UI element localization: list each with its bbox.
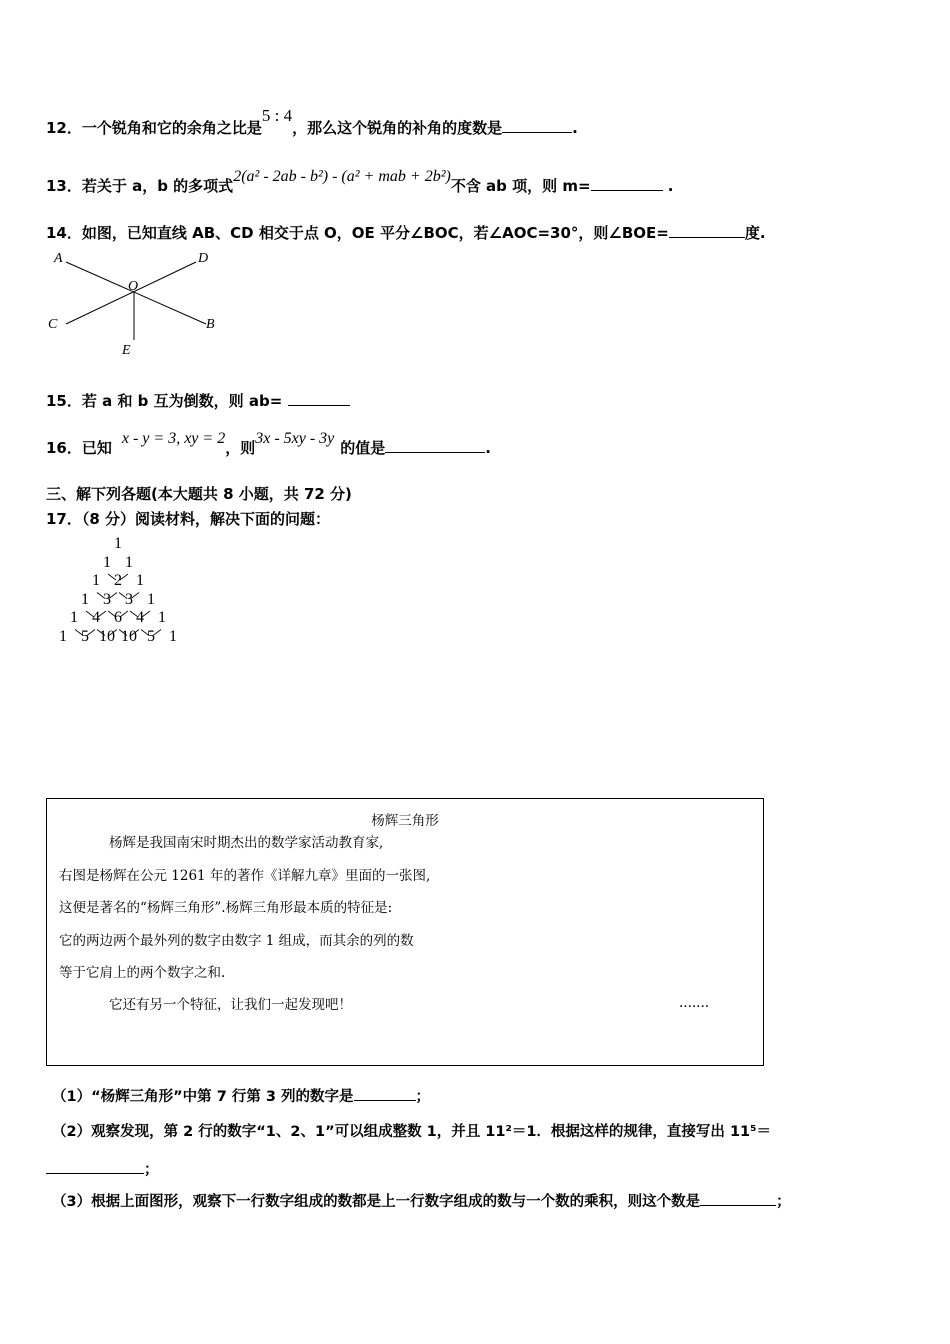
- q15-text: 15．若 a 和 b 互为倒数，则 ab=: [46, 392, 283, 410]
- triangle-number: 5: [81, 627, 89, 645]
- triangle-number: 1: [158, 609, 166, 626]
- triangle-number: 4: [92, 609, 100, 626]
- triangle-number: 1: [136, 572, 144, 589]
- sub2-answer-blank[interactable]: [46, 1159, 144, 1174]
- triangle-number: 10: [99, 627, 115, 645]
- q16-condition: x - y = 3, xy = 2: [121, 430, 226, 447]
- box-line-1: 杨辉是我国南宋时期杰出的数学家活动教育家,: [109, 835, 384, 851]
- q12-answer-blank[interactable]: [502, 118, 572, 133]
- q16-end: .: [485, 439, 491, 457]
- question-14: [46, 222, 766, 243]
- sub3-answer-blank[interactable]: [700, 1191, 776, 1206]
- triangle-number: 3: [103, 590, 111, 608]
- question-12: [46, 106, 578, 138]
- q13-answer-blank[interactable]: [591, 176, 663, 191]
- triangle-number: 10: [121, 627, 137, 645]
- q14-answer-blank[interactable]: [669, 223, 745, 238]
- reading-material-box: [46, 798, 764, 1066]
- label-B: B: [206, 317, 215, 332]
- question-13: [46, 168, 674, 196]
- label-O: O: [128, 279, 139, 294]
- triangle-number: 3: [125, 590, 133, 608]
- q16-mid: ，则: [225, 439, 256, 457]
- yang-hui-triangle: [50, 535, 200, 655]
- q16-answer-blank[interactable]: [385, 438, 485, 453]
- box-ellipsis: .......: [679, 995, 710, 1011]
- q13-end: .: [667, 177, 674, 195]
- triangle-number: 5: [147, 627, 155, 645]
- question-17-title: 17．（8 分）阅读材料，解决下面的问题：: [46, 510, 331, 528]
- q16-prefix: 16．已知: [46, 439, 112, 457]
- box-title: 杨辉三角形: [371, 813, 439, 829]
- triangle-number: 1: [103, 553, 111, 571]
- q12-ratio: 5 : 4: [261, 106, 293, 125]
- triangle-number: 1: [81, 590, 89, 608]
- q12-suffix: ，那么这个锐角的补角的度数是: [292, 119, 503, 137]
- sub2-answer-line: [46, 1158, 159, 1179]
- triangle-number: 1: [169, 627, 177, 645]
- question-16: [46, 430, 491, 458]
- triangle-number: 1: [147, 590, 155, 608]
- label-C: C: [48, 317, 58, 332]
- triangle-number: 2: [114, 572, 122, 589]
- triangle-number: 1: [114, 535, 122, 552]
- q16-suffix: 的值是: [340, 439, 386, 457]
- triangle-number: 4: [136, 609, 144, 626]
- q13-polynomial: 2(a² - 2ab - b²) - (a² + mab + 2b²): [233, 168, 451, 185]
- q12-end: .: [572, 119, 578, 137]
- q12-prefix: 12．一个锐角和它的余角之比是: [46, 119, 262, 137]
- box-line-3: 这便是著名的“杨辉三角形”.杨辉三角形最本质的特征是:: [59, 900, 393, 916]
- section-3-title: 三、解下列各题(本大题共 8 小题，共 72 分): [46, 485, 352, 503]
- label-A: A: [54, 251, 63, 266]
- sub1-answer-blank[interactable]: [354, 1086, 416, 1101]
- triangle-number: 1: [125, 553, 133, 571]
- sub-question-3: [52, 1190, 791, 1211]
- sub1-end: ；: [415, 1089, 431, 1105]
- q16-expression: 3x - 5xy - 3y: [255, 430, 335, 447]
- sub3-text: （3）根据上面图形，观察下一行数字组成的数都是上一行数字组成的数与一个数的乘积，则这个数是: [52, 1194, 701, 1210]
- triangle-number: 1: [59, 627, 67, 645]
- label-E: E: [122, 343, 131, 358]
- box-line-5: 等于它肩上的两个数字之和.: [59, 965, 226, 981]
- box-line-2: 右图是杨辉在公元 1261 年的著作《详解九章》里面的一张图,: [59, 868, 431, 884]
- q14-end: 度.: [744, 224, 766, 242]
- question-15: [46, 390, 350, 411]
- box-line-6: 它还有另一个特征，让我们一起发现吧！: [109, 997, 352, 1013]
- sub-question-1: [52, 1085, 430, 1106]
- sub2-text: （2）观察发现，第 2 行的数字“1、2、1”可以组成整数 1，并且 11²＝1．根据这样的规律，直接写出 11⁵＝: [52, 1124, 771, 1140]
- label-D: D: [198, 251, 209, 266]
- sub3-end: ；: [776, 1194, 791, 1210]
- q15-answer-blank[interactable]: [288, 391, 350, 406]
- triangle-number: 1: [92, 572, 100, 589]
- box-line-4: 它的两边两个最外列的数字由数字 1 组成，而其余的列的数: [59, 933, 414, 949]
- triangle-number: 1: [70, 609, 78, 626]
- intersecting-lines-figure: [46, 248, 226, 360]
- q14-text: 14．如图，已知直线 AB、CD 相交于点 O，OE 平分∠BOC，若∠AOC=30°，则∠BOE=: [46, 224, 669, 242]
- q13-suffix: 不含 ab 项，则 m=: [450, 177, 591, 195]
- sub1-text: （1）“杨辉三角形”中第 7 行第 3 列的数字是: [52, 1089, 354, 1105]
- sub2-end: ；: [144, 1162, 159, 1178]
- sub-question-2: [52, 1120, 771, 1141]
- triangle-number: 6: [114, 609, 122, 626]
- q13-prefix: 13．若关于 a，b 的多项式: [46, 177, 234, 195]
